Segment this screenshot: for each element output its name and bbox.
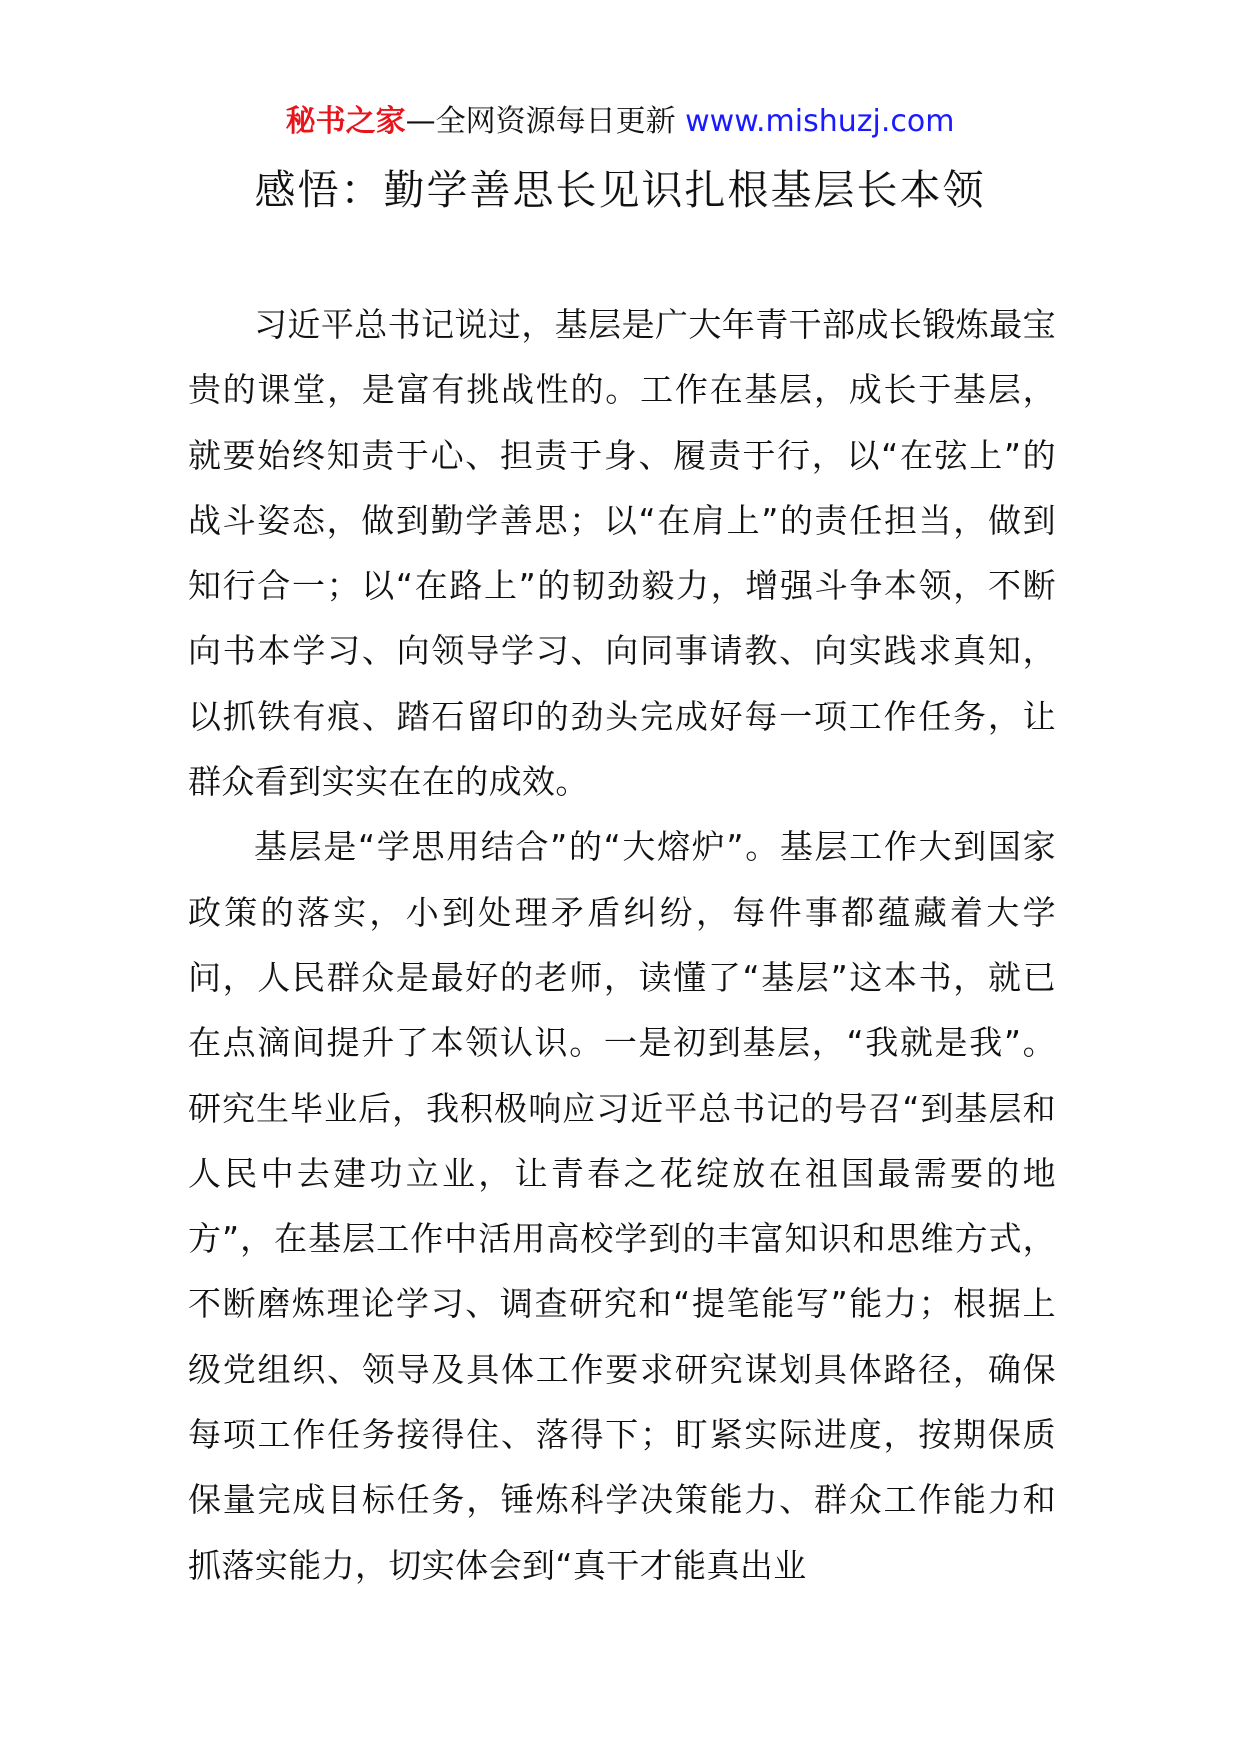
site-url-link[interactable]: www.mishuzj.com xyxy=(685,104,955,139)
site-header xyxy=(0,100,1240,144)
document-title: 感悟：勤学善思长见识扎根基层长本领 xyxy=(254,166,986,214)
header-tagline: —全网资源每日更新 xyxy=(405,104,686,139)
paragraph-1: 习近平总书记说过，基层是广大年青干部成长锻炼最宝贵的课堂，是富有挑战性的。工作在基层，成长于基层，就要始终知责于心、担责于身、履责于行，以“在弦上”的战斗姿态，做到勤学善思；以“在肩上”的责任担当，做到知行合一；以“在路上”的韧劲毅力，增强斗争本领，不断向书本学习、向领导学习、向同事请教、向实践求真知，以抓铁有痕、踏石留印的劲头完成好每一项工作任务，让群众看到实实在在的成效。 xyxy=(188,305,1056,802)
brand-name: 秘书之家 xyxy=(285,104,406,139)
paragraph-2: 基层是“学思用结合”的“大熔炉”。基层工作大到国家政策的落实，小到处理矛盾纠纷，每件事都蕴藏着大学问，人民群众是最好的老师，读懂了“基层”这本书，就已在点滴间提升了本领认识。一是初到基层，“我就是我”。研究生毕业后，我积极响应习近平总书记的号召“到基层和人民中去建功立业，让青春之花绽放在祖国最需要的地方”，在基层工作中活用高校学到的丰富知识和思维方式，不断磨炼理论学习、调查研究和“提笔能写”能力；根据上级党组织、领导及具体工作要求研究谋划具体路径，确保每项工作任务接得住、落得下；盯紧实际进度，按期保质保量完成目标任务，锤炼科学决策能力、群众工作能力和抓落实能力，切实体会到“真干才能真出业 xyxy=(188,827,1056,1585)
document-body xyxy=(188,292,1056,1598)
